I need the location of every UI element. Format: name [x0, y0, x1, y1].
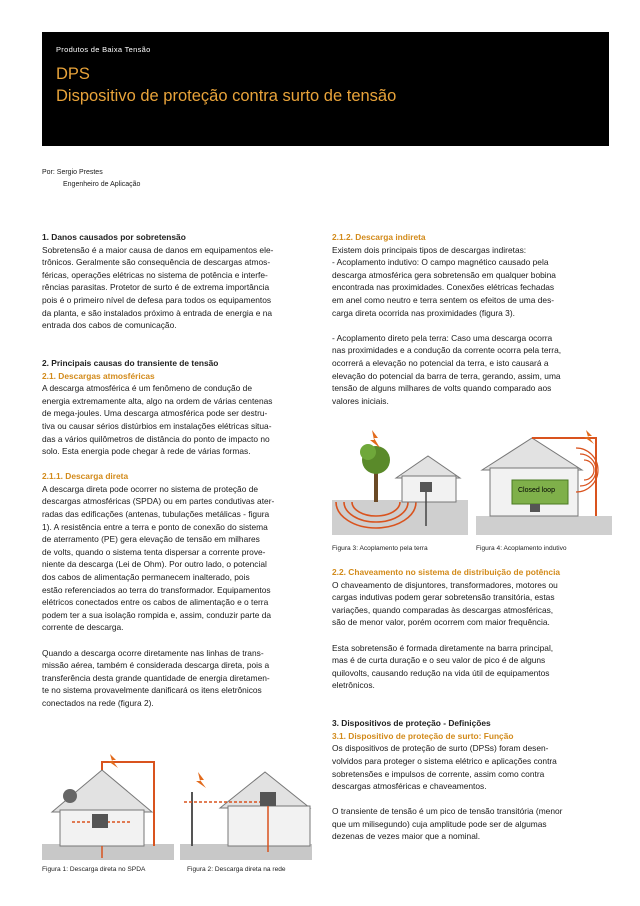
- paragraph-line: de mega-joules. Uma descarga atmosférica pode ser destru-: [42, 408, 268, 419]
- section-3-title: 3. Dispositivos de proteção - Definições: [332, 718, 491, 729]
- paragraph-line: féricas, operações elétricas no sistema de potência e interfe-: [42, 269, 268, 280]
- paragraph-line: em anel como neutro e terra sentem os efeitos de uma des-: [332, 294, 555, 305]
- paragraph-line: Quando a descarga ocorre diretamente nas linhas de trans-: [42, 647, 264, 658]
- paragraph-line: carga direta ocorrida nas proximidades (figura 3).: [332, 307, 515, 318]
- paragraph-line: corrente de descarga.: [42, 622, 124, 633]
- paragraph-line: missão aérea, também é considerada descarga direta, pois a: [42, 660, 270, 671]
- paragraph-line: descargas atmosféricas (SPDA) ou em partes condutivas ater-: [42, 496, 275, 507]
- paragraph-line: A descarga direta pode ocorrer no sistema de proteção de: [42, 483, 259, 494]
- paragraph-line: te no sistema provavelmente danificará os itens eletrônicos: [42, 685, 262, 696]
- paragraph-line: descarga atmosférica gera sobretensão em qualquer bobina: [332, 269, 556, 280]
- paragraph-line: Esta sobretensão é formada diretamente na barra principal,: [332, 642, 554, 653]
- paragraph-line: dezenas de vezes maior que a nominal.: [332, 831, 481, 842]
- paragraph-line: O transiente de tensão é um pico de tensão transitória (menor: [332, 806, 563, 817]
- paragraph-line: - Acoplamento indutivo: O campo magnético causado pela: [332, 257, 549, 268]
- paragraph-line: quilovolts, causando redução na vida útil de equipamentos: [332, 667, 550, 678]
- page-title: DPS: [56, 65, 90, 83]
- paragraph-line: de volts, quando o sistema tenta dispersar a corrente prove-: [42, 546, 266, 557]
- section-3-1-title: 3.1. Dispositivo de proteção de surto: Função: [332, 730, 514, 741]
- author-name: Por: Sergio Prestes: [42, 169, 103, 176]
- paragraph-line: Sobretensão é a maior causa de danos em equipamentos ele-: [42, 244, 274, 255]
- paragraph-line: ocorrerá a elevação no potencial da terra, e isto causará a: [332, 357, 549, 368]
- paragraph-line: variações, quando comparadas às descargas atmosféricas,: [332, 604, 554, 615]
- paragraph-line: da planta, e são instalados próximo à entrada de energia e na: [42, 307, 273, 318]
- paragraph-line: dos cabos de alimentação permanecem inalterado, pois: [42, 572, 250, 583]
- paragraph-line: podem ter a sua isolação rompida e, assim, conduzir parte da: [42, 609, 272, 620]
- paragraph-line: Existem dois principais tipos de descargas indiretas:: [332, 244, 527, 255]
- paragraph-line: estão referenciados ao terra do transformador. Equipamentos: [42, 584, 271, 595]
- figure-2-illustration: [180, 752, 312, 860]
- paragraph-line: niente da descarga (Lei de Ohm). Por outro lado, o potencial: [42, 559, 267, 570]
- section-2-2-title: 2.2. Chaveamento no sistema de distribuição de potência: [332, 567, 561, 577]
- paragraph-line: sobretensões e impulsos de corrente, assim como contra: [332, 768, 545, 779]
- paragraph-line: eletrônicos.: [332, 680, 375, 691]
- section-2-1-title: 2.1. Descargas atmosféricas: [42, 370, 155, 381]
- paragraph-line: energia extremamente alta, algo na ordem de várias centenas: [42, 395, 273, 406]
- right-column-top: [332, 231, 612, 407]
- paragraph-line: elevação do potencial da barra de terra, gerando, assim, uma: [332, 370, 561, 381]
- paragraph-line: cargas indutivas podem gerar sobretensão transitória, estas: [332, 592, 555, 603]
- paragraph-line: volvidos para proteger o sistema elétrico e aplicações contra: [332, 755, 557, 766]
- paragraph-line: solo. Esta energia pode chegar à rede de várias formas.: [42, 446, 251, 457]
- brand-label: Produtos de Baixa Tensão: [56, 45, 151, 54]
- paragraph-line: valores iniciais.: [332, 395, 389, 406]
- paragraph-line: rências parasitas. Protetor de surto é de extrema importância: [42, 282, 270, 293]
- paragraph-line: nas proximidades e a condução da corrente ocorra pela terra,: [332, 345, 562, 356]
- paragraph-line: transferência desta grande quantidade de energia diretamen-: [42, 672, 270, 683]
- paragraph-line: A descarga atmosférica é um fenômeno de condução de: [42, 383, 252, 394]
- section-2-1-2-title: 2.1.2. Descarga indireta: [332, 232, 426, 242]
- figure-4-illustration: [476, 430, 612, 535]
- paragraph-line: mas é de curta duração e o seu valor de pico é de alguns: [332, 655, 546, 666]
- paragraph-line: descargas atmosféricas e chaveamentos.: [332, 781, 487, 792]
- left-column: [42, 231, 317, 710]
- closed-loop-label: Closed loop: [518, 487, 555, 494]
- paragraph-line: 1). A resistência entre a terra e ponto de conexão do sistema: [42, 521, 268, 532]
- paragraph-line: trônicos. Geralmente são consequência de descargas atmos-: [42, 257, 271, 268]
- paragraph-line: das a vários quilômetros de distância do ponto de impacto no: [42, 433, 270, 444]
- section-1-title: 1. Danos causados por sobretensão: [42, 232, 186, 242]
- figure-3-caption: Figura 3: Acoplamento pela terra: [332, 545, 428, 552]
- paragraph-line: O chaveamento de disjuntores, transformadores, motores ou: [332, 579, 558, 590]
- header-banner: [42, 32, 609, 146]
- paragraph-line: tensão de alguns milhares de volts quando comparado aos: [332, 383, 552, 394]
- right-column-bottom: [332, 566, 612, 843]
- paragraph-line: - Acoplamento direto pela terra: Caso uma descarga ocorra: [332, 332, 553, 343]
- author-role: Engenheiro de Aplicação: [63, 181, 141, 188]
- paragraph-line: entrada dos cabos de comunicação.: [42, 320, 177, 331]
- paragraph-line: que um milisegundo) cuja amplitude pode ser de algumas: [332, 818, 547, 829]
- paragraph-line: encontrada nas proximidades. Conexões elétricas fechadas: [332, 282, 555, 293]
- paragraph-line: pois é o primeiro nível de defesa para todos os equipamentos: [42, 294, 272, 305]
- paragraph-line: Os dispositivos de proteção de surto (DPSs) foram desen-: [332, 743, 549, 754]
- figure-4-caption: Figura 4: Acoplamento indutivo: [476, 545, 567, 552]
- paragraph-line: elétricos conectados entre os cabos de alimentação e o terra: [42, 597, 269, 608]
- section-2-title: 2. Principais causas do transiente de tensão: [42, 357, 219, 368]
- author-block: [42, 167, 140, 191]
- paragraph-line: de aterramento (PE) gera elevação de tensão em milhares: [42, 534, 260, 545]
- figure-3-illustration: [332, 430, 468, 535]
- paragraph-line: conectados na rede (figura 2).: [42, 697, 154, 708]
- page-subtitle: Dispositivo de proteção contra surto de tensão: [56, 87, 397, 105]
- figure-1-caption: Figura 1: Descarga direta no SPDA: [42, 866, 146, 873]
- paragraph-line: radas das edificações (antenas, tubulações metálicas - figura: [42, 509, 270, 520]
- paragraph-line: são de menor valor, porém ocorrem com maior frequência.: [332, 617, 550, 628]
- figure-1-illustration: [42, 752, 174, 860]
- figure-2-caption: Figura 2: Descarga direta na rede: [187, 866, 286, 873]
- section-2-1-1-title: 2.1.1. Descarga direta: [42, 471, 129, 482]
- paragraph-line: tiva ou causar sérios distúrbios em instalações elétricas situa-: [42, 420, 272, 431]
